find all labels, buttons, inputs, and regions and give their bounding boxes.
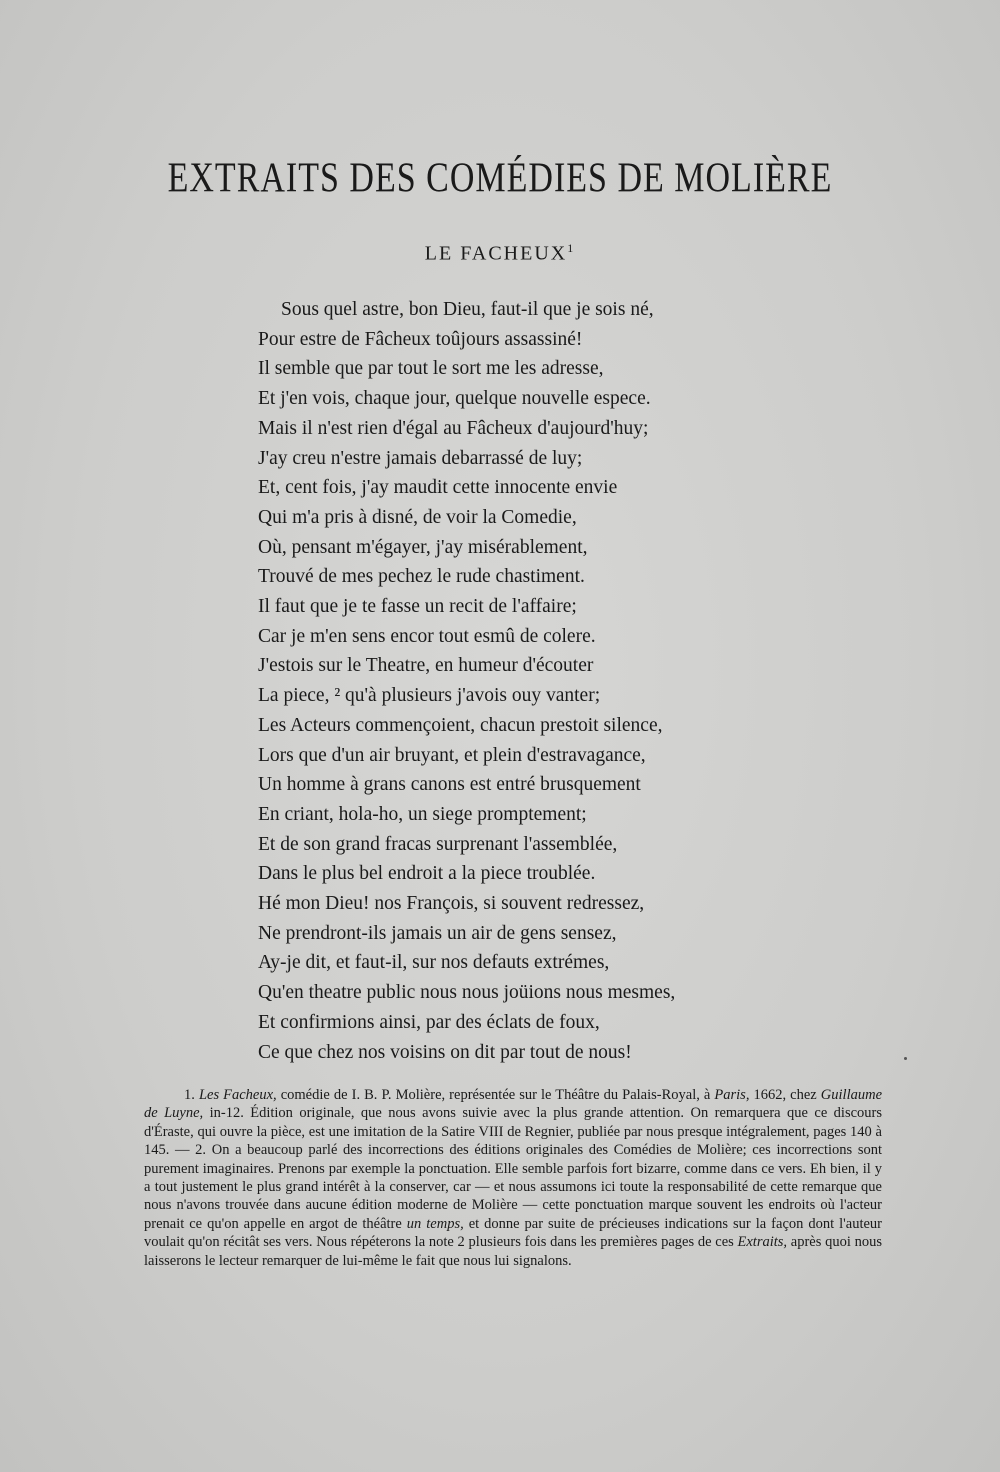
footnote-place: Paris, — [714, 1087, 750, 1103]
verse-line: Lors que d'un air bruyant, et plein d'estravagance, — [258, 744, 646, 766]
footnote-text: après quoi nous laisserons le lecteur remarquer de lui-même le fait que nous lui signalons. — [144, 1234, 883, 1269]
verse-line: J'ay creu n'estre jamais debarrassé de luy; — [258, 447, 583, 469]
footnote-printer: Guillaume de Luyne, — [144, 1087, 883, 1122]
verse-line: Ay-je dit, et faut-il, sur nos defauts extrémes, — [258, 952, 610, 974]
footnote-term: un temps, — [406, 1215, 464, 1232]
verse-line: Ne prendront-ils jamais un air de gens sensez, — [258, 922, 617, 944]
footnote-extraits: Extraits, — [737, 1234, 788, 1251]
verse-line: Car je m'en sens encor tout esmû de colere. — [258, 625, 596, 647]
footnote-text: 1662, chez — [749, 1087, 821, 1103]
footnote-text: in-12. Édition originale, que nous avons suivie avec la plus grande attention. On remarquera que ce discours d'Éraste, qui ouvre la pièce, est une imitation de la Satire VIII de Regnier, publiée par nous presque intégralement, pages 140 à 145. — 2. On a beaucoup parlé des incorrections des éditions originales des Comédies de Molière; ces incorrections sont purement imaginaires. Prenons par exemple la ponctuation. Elle semble parfois fort bizarre, comme dans ce vers. Eh bien, il y a tout justement le plus grand intérêt à la conserver, car — et nous assumons ici toute la responsabilité de cette remarque que nous n'avons trouvée dans aucune édition moderne de Molière — cette ponctuation marque souvent les endroits où l'acteur prenait ce qu'on appelle en argot de théâtre — [144, 1105, 883, 1232]
footnote-text: comédie de I. B. P. Molière, représentée sur le Théâtre du Palais-Royal, à — [276, 1087, 715, 1103]
verse-line: Trouvé de mes pechez le rude chastiment. — [258, 566, 585, 588]
verse-line: Il semble que par tout le sort me les adresse, — [258, 358, 604, 380]
verse-line: Et confirmions ainsi, par des éclats de foux, — [258, 1011, 600, 1033]
play-title-text: LE FACHEUX — [424, 242, 568, 265]
footnote — [144, 1086, 882, 1270]
page-dot — [904, 1057, 907, 1060]
verse-line: Et j'en vois, chaque jour, quelque nouvelle espece. — [258, 388, 651, 410]
verse-line: Les Acteurs commençoient, chacun prestoit silence, — [258, 714, 663, 736]
footnote-text: et donne par suite de précieuses indications sur la façon dont l'auteur voulait qu'on récitât ses vers. Nous répéterons la note 2 plusieurs fois dans les premières pages de ces — [144, 1215, 882, 1251]
verse-line: J'estois sur le Theatre, en humeur d'écouter — [258, 655, 594, 677]
page-title: EXTRAITS DES COMÉDIES DE MOLIÈRE — [167, 155, 833, 202]
verse-line: Qu'en theatre public nous nous joüions nous mesmes, — [258, 982, 676, 1004]
verse-line: Pour estre de Fâcheux toûjours assassiné! — [258, 328, 583, 350]
footnote-number: 1. — [184, 1087, 195, 1103]
verse-line: La piece, ² qu'à plusieurs j'avois ouy vanter; — [258, 685, 601, 707]
footnote-work-title: Les Facheux, — [198, 1087, 277, 1103]
verse-block — [258, 295, 778, 1067]
verse-line: En criant, hola-ho, un siege promptement; — [258, 803, 587, 825]
verse-line: Il faut que je te fasse un recit de l'affaire; — [258, 596, 577, 618]
verse-line: Mais il n'est rien d'égal au Fâcheux d'aujourd'huy; — [258, 417, 649, 439]
verse-line: Dans le plus bel endroit a la piece troublée. — [258, 863, 596, 885]
verse-line: Et de son grand fracas surprenant l'assemblée, — [258, 833, 618, 855]
verse-line: Ce que chez nos voisins on dit par tout de nous! — [258, 1041, 632, 1063]
verse-line: Un homme à grans canons est entré brusquement — [258, 774, 641, 796]
footnote-ref: 1 — [567, 241, 576, 255]
verse-line: Et, cent fois, j'ay maudit cette innocente envie — [258, 477, 618, 499]
play-title — [0, 241, 1000, 266]
verse-line: Qui m'a pris à disné, de voir la Comedie, — [258, 506, 577, 528]
verse-line: Où, pensant m'égayer, j'ay misérablement, — [258, 536, 588, 558]
verse-line: Sous quel astre, bon Dieu, faut-il que je sois né, — [281, 299, 654, 320]
verse-line: Hé mon Dieu! nos François, si souvent redressez, — [258, 893, 645, 915]
